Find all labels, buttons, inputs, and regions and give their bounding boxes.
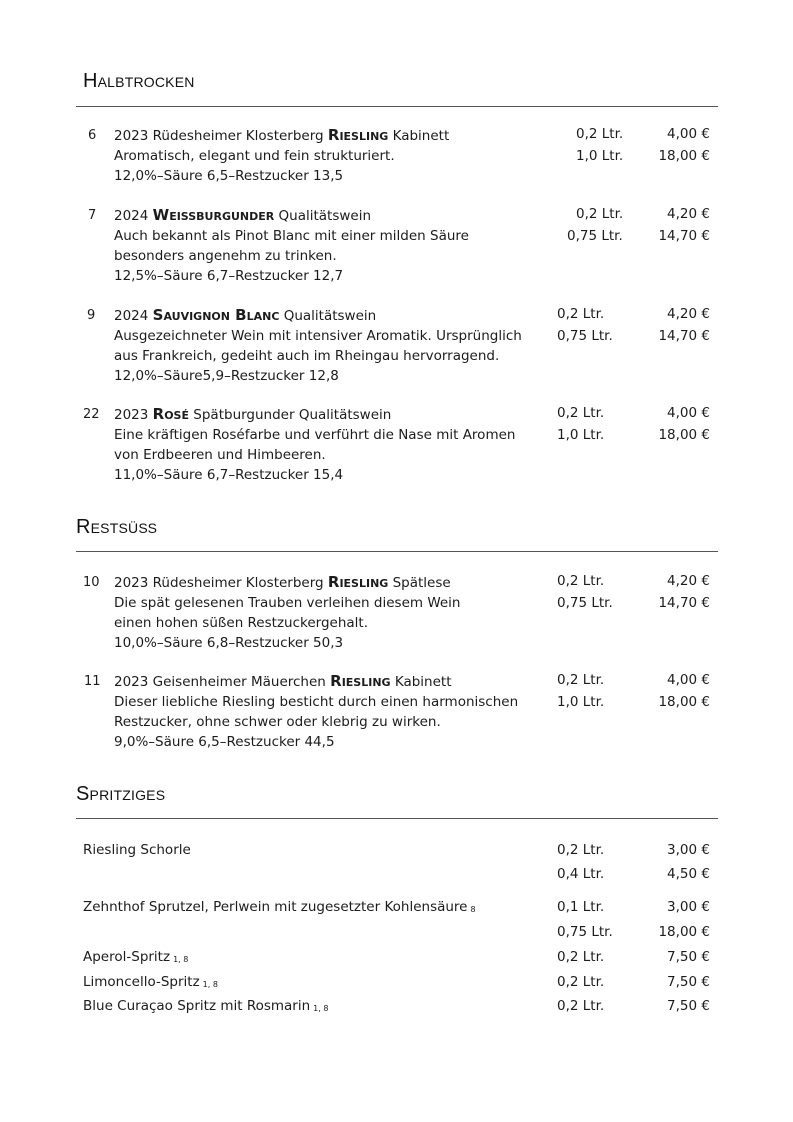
drink-name: Limoncello-Spritz 1, 8 (83, 974, 218, 990)
wine-title: 2023 Rüdesheimer Klosterberg Riesling Spätlese (114, 573, 451, 591)
volume: 1,0 Ltr. (557, 694, 605, 710)
wine-description: Aromatisch, elegant und fein strukturiert. (114, 148, 395, 164)
wine-title: 2023 Rosé Spätburgunder Qualitätswein (114, 405, 392, 423)
wine-analysis: 12,5%–Säure 6,7–Restzucker 12,7 (114, 268, 344, 284)
section-title-restsuess: Restsüß (76, 516, 158, 538)
footnote-marker: 8 (470, 905, 476, 914)
wine-analysis: 12,0%–Säure 6,5–Restzucker 13,5 (114, 168, 344, 184)
volume: 0,2 Ltr. (557, 573, 605, 589)
volume: 0,75 Ltr. (557, 595, 613, 611)
wine-title: 2023 Rüdesheimer Klosterberg Riesling Kabinett (114, 126, 450, 144)
wine-description: Dieser liebliche Riesling besticht durch einen harmonischen (114, 694, 519, 710)
wine-title: 2024 Weißburgunder Qualitätswein (114, 206, 372, 224)
volume: 0,2 Ltr. (557, 306, 605, 322)
wine-analysis: 9,0%–Säure 6,5–Restzucker 44,5 (114, 734, 335, 750)
price: 14,70 € (658, 595, 710, 611)
price: 18,00 € (658, 427, 710, 443)
grape-name: Sauvignon Blanc (152, 306, 280, 324)
wine-analysis: 11,0%–Säure 6,7–Restzucker 15,4 (114, 467, 344, 483)
grape-name: Weißburgunder (152, 206, 275, 224)
price: 4,20 € (667, 573, 710, 589)
wine-description: von Erdbeeren und Himbeeren. (114, 447, 326, 463)
price: 4,20 € (667, 206, 710, 222)
grape-name: Riesling (327, 126, 389, 144)
wine-analysis: 10,0%–Säure 6,8–Restzucker 50,3 (114, 635, 344, 651)
volume: 0,75 Ltr. (557, 924, 613, 940)
wine-analysis: 12,0%–Säure5,9–Restzucker 12,8 (114, 368, 339, 384)
volume: 0,2 Ltr. (557, 974, 605, 990)
price: 4,50 € (667, 866, 710, 882)
wine-description: besonders angenehm zu trinken. (114, 248, 337, 264)
grape-name: Rosé (152, 405, 189, 423)
volume: 0,4 Ltr. (557, 866, 605, 882)
wine-description: Die spät gelesenen Trauben verleihen diesem Wein (114, 595, 461, 611)
wine-title: 2024 Sauvignon Blanc Qualitätswein (114, 306, 377, 324)
wine-description: einen hohen süßen Restzuckergehalt. (114, 615, 369, 631)
drink-name: Riesling Schorle (83, 842, 191, 858)
section-divider (76, 551, 718, 552)
price: 18,00 € (658, 694, 710, 710)
grape-name: Riesling (330, 672, 391, 690)
volume: 1,0 Ltr. (557, 427, 605, 443)
price: 4,20 € (667, 306, 710, 322)
wine-description: aus Frankreich, gedeiht auch im Rheingau hervorragend. (114, 348, 500, 364)
price: 7,50 € (667, 974, 710, 990)
price: 14,70 € (658, 328, 710, 344)
wine-number: 22 (83, 407, 100, 422)
footnote-marker: 1, 8 (313, 1004, 329, 1013)
wine-number: 6 (88, 128, 97, 143)
volume: 0,2 Ltr. (576, 206, 624, 222)
wine-number: 9 (87, 308, 96, 323)
drink-name: Aperol-Spritz 1, 8 (83, 949, 189, 965)
volume: 0,75 Ltr. (567, 228, 623, 244)
volume: 0,2 Ltr. (557, 405, 605, 421)
wine-number: 7 (88, 208, 97, 223)
price: 4,00 € (667, 405, 710, 421)
wine-number: 11 (84, 674, 101, 689)
price: 18,00 € (658, 148, 710, 164)
wine-description: Restzucker, ohne schwer oder klebrig zu wirken. (114, 714, 441, 730)
price: 3,00 € (667, 842, 710, 858)
volume: 0,2 Ltr. (557, 949, 605, 965)
price: 4,00 € (667, 126, 710, 142)
section-title-halbtrocken: Halbtrocken (83, 70, 195, 92)
volume: 0,2 Ltr. (557, 842, 605, 858)
volume: 0,1 Ltr. (557, 899, 605, 915)
wine-description: Eine kräftigen Roséfarbe und verführt die Nase mit Aromen (114, 427, 516, 443)
section-divider (76, 106, 718, 107)
wine-description: Ausgezeichneter Wein mit intensiver Aromatik. Ursprünglich (114, 328, 522, 344)
wine-description: Auch bekannt als Pinot Blanc mit einer milden Säure (114, 228, 469, 244)
volume: 0,75 Ltr. (557, 328, 613, 344)
footnote-marker: 1, 8 (173, 955, 189, 964)
price: 7,50 € (667, 949, 710, 965)
price: 3,00 € (667, 899, 710, 915)
grape-name: Riesling (327, 573, 389, 591)
volume: 0,2 Ltr. (576, 126, 624, 142)
wine-number: 10 (83, 575, 100, 590)
wine-title: 2023 Geisenheimer Mäuerchen Riesling Kabinett (114, 672, 452, 690)
volume: 1,0 Ltr. (576, 148, 624, 164)
price: 7,50 € (667, 998, 710, 1014)
price: 18,00 € (658, 924, 710, 940)
section-title-spritziges: Spritziges (76, 783, 166, 805)
volume: 0,2 Ltr. (557, 998, 605, 1014)
drink-name: Blue Curaçao Spritz mit Rosmarin 1, 8 (83, 998, 329, 1014)
price: 14,70 € (658, 228, 710, 244)
drink-name: Zehnthof Sprutzel, Perlwein mit zugesetzter Kohlensäure 8 (83, 899, 476, 915)
price: 4,00 € (667, 672, 710, 688)
section-divider (76, 818, 718, 819)
volume: 0,2 Ltr. (557, 672, 605, 688)
footnote-marker: 1, 8 (202, 980, 218, 989)
